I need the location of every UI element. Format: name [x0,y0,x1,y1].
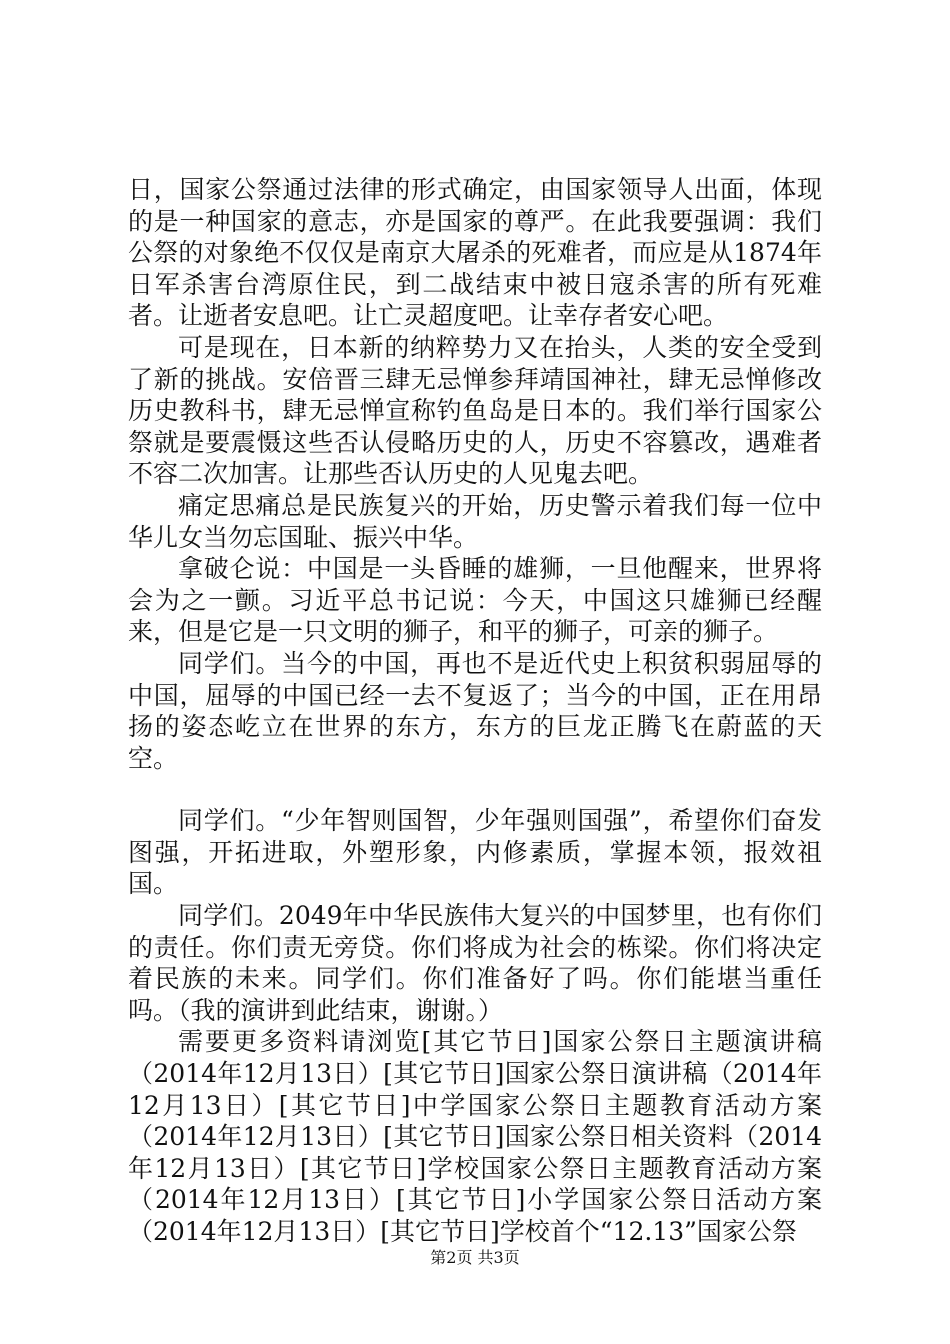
paragraph-continued: 日，国家公祭通过法律的形式确定，由国家领导人出面，体现的是一种国家的意志，亦是国家的尊严。在此我要强调：我们公祭的对象绝不仅仅是南京大屠杀的死难者，而应是从1874年日军杀害台湾原住民，到二战结束中被日寇杀害的所有死难者。让逝者安息吧。让亡灵超度吧。让幸存者安心吧。 [128,175,822,331]
paragraph: 痛定思痛总是民族复兴的开始，历史警示着我们每一位中华儿女当勿忘国耻、振兴中华。 [128,490,822,552]
paragraph: 可是现在，日本新的纳粹势力又在抬头，人类的安全受到了新的挑战。安倍晋三肆无忌惮参拜靖国神社，肆无忌惮修改历史教科书，肆无忌惮宣称钓鱼岛是日本的。我们举行国家公祭就是要震慑这些否认侵略历史的人，历史不容篡改，遇难者不容二次加害。让那些否认历史的人见鬼去吧。 [128,332,822,489]
paragraph: 同学们。2049年中华民族伟大复兴的中国梦里，也有你们的责任。你们责无旁贷。你们将成为社会的栋梁。你们将决定着民族的未来。同学们。你们准备好了吗。你们能堪当重任吗。（我的演讲到此结束，谢谢。） [128,901,822,1025]
related-links-paragraph: 需要更多资料请浏览[其它节日]国家公祭日主题演讲稿（2014年12月13日）[其它节日]国家公祭日演讲稿（2014年12月13日）[其它节日]中学国家公祭日主题教育活动方案（2014年12月13日）[其它节日]国家公祭日相关资料（2014年12月13日）[其它节日]学校国家公祭日主题教育活动方案（2014年12月13日）[其它节日]小学国家公祭日活动方案（2014年12月13日）[其它节日]学校首个“12.13”国家公祭 [128,1027,822,1246]
paragraph: 同学们。“少年智则国智，少年强则国强”，希望你们奋发图强，开拓进取，外塑形象，内修素质，掌握本领，报效祖国。 [128,806,822,899]
document-body [128,174,822,1248]
page-footer: 第2页 共3页 [430,1248,520,1267]
paragraph: 同学们。当今的中国，再也不是近代史上积贫积弱屈辱的中国，屈辱的中国已经一去不复返了；当今的中国，正在用昂扬的姿态屹立在世界的东方，东方的巨龙正腾飞在蔚蓝的天空。 [128,648,822,773]
paragraph: 拿破仑说：中国是一头昏睡的雄狮，一旦他醒来，世界将会为之一颤。习近平总书记说：今天，中国这只雄狮已经醒来，但是它是一只文明的狮子，和平的狮子，可亲的狮子。 [128,554,822,647]
